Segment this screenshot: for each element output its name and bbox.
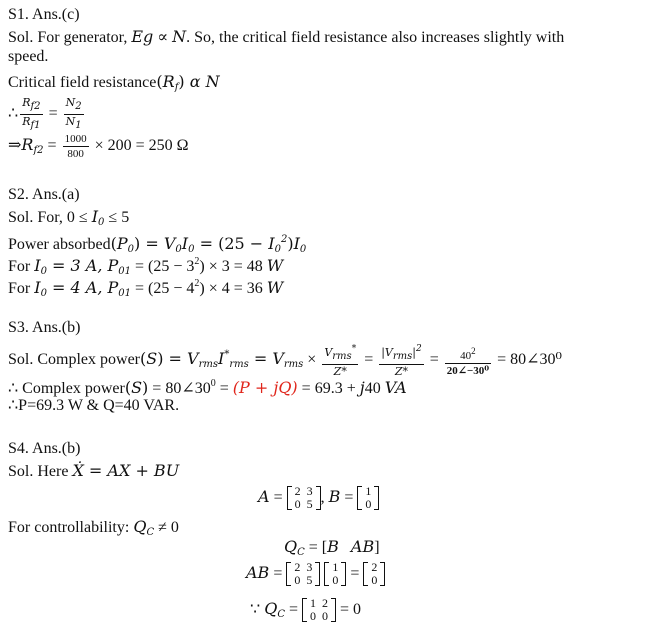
matrix-b: 1 0 — [357, 485, 379, 511]
s3-line2: ∴ Complex power(S) = $80\angle 30^0 = (P + jQ) = 69.3 + j40$ VA — [8, 378, 407, 397]
s1-solution-line: Sol. For generator, Eg ∝ N. So, the critical field resistance also increases slightly with — [8, 27, 565, 46]
s2-line1: Sol. For, $0 \le I_0 \le 5$ — [8, 207, 130, 228]
s3-answer: S3. Ans.(b) — [8, 319, 81, 336]
s2-line3: For $I_0 = 3$ A, $P_{01} = (25 - 3^2) \times 3 = 48$ W — [8, 256, 284, 277]
s4-ab-calc: AB = 2 3 0 5 1 0 = 2 0 — [246, 558, 385, 589]
s4-answer: S4. Ans.(b) — [8, 440, 81, 457]
s4-qc-def: $Q_C = [B$ AB] — [284, 537, 380, 558]
s1-critical-line: Critical field $resistance(R_f)$ α N — [8, 72, 220, 93]
s4-qc-calc: ∵ $Q_C$ = 1 2 0 0 = 0 — [250, 596, 362, 624]
s4-line1: Sol. Here Ẋ = AX + BU — [8, 461, 180, 480]
s1-ratio-line: ∴ $\frac{Rf2}{Rf1}$ = $\frac{N2}{N1}$ — [8, 96, 82, 131]
s4-matrix-def: A = 2 3 0 5 , B = 1 0 — [258, 482, 379, 513]
s3-line3: ∴P=69.3 W & Q=40 VAR. — [8, 397, 180, 414]
s4-controllability: For controllability: $Q_C \ne 0$ — [8, 517, 179, 538]
s2-line2: Power $absorbed(P_0) = V_0I_0 = (25 - I_0^2)I_0$ — [8, 234, 307, 255]
s2-line4: For $I_0 = 4$ A, $P_{01} = (25 - 4^2) \times 4 = 36$ W — [8, 278, 284, 299]
matrix-b2: 1 0 — [324, 561, 346, 587]
matrix-ab: 2 0 — [363, 561, 385, 587]
matrix-a: 2 3 0 5 — [287, 485, 321, 511]
matrix-a2: 2 3 0 5 — [286, 561, 320, 587]
s1-solution-cont: speed. — [8, 48, 49, 65]
s1-answer: S1. Ans.(c) — [8, 6, 80, 23]
s2-answer: S2. Ans.(a) — [8, 186, 80, 203]
matrix-qc: 1 2 0 0 — [302, 597, 336, 623]
s1-calc-line: $\Rightarrow R_{f2}$ = $\frac{1000}{800}$ × 200 = 250 Ω — [8, 133, 189, 160]
s3-line1: Sol. Complex power(S) = $V_{rms}I^*_{rms} = V_{rms}$ × $\frac{Vrms^*}{Z*}$ = $\frac{|Vrms|^2}{Z*}$ = $\frac{40^2}{\text{20∠−30⁰}}$ = 80∠30⁰ — [8, 344, 562, 378]
